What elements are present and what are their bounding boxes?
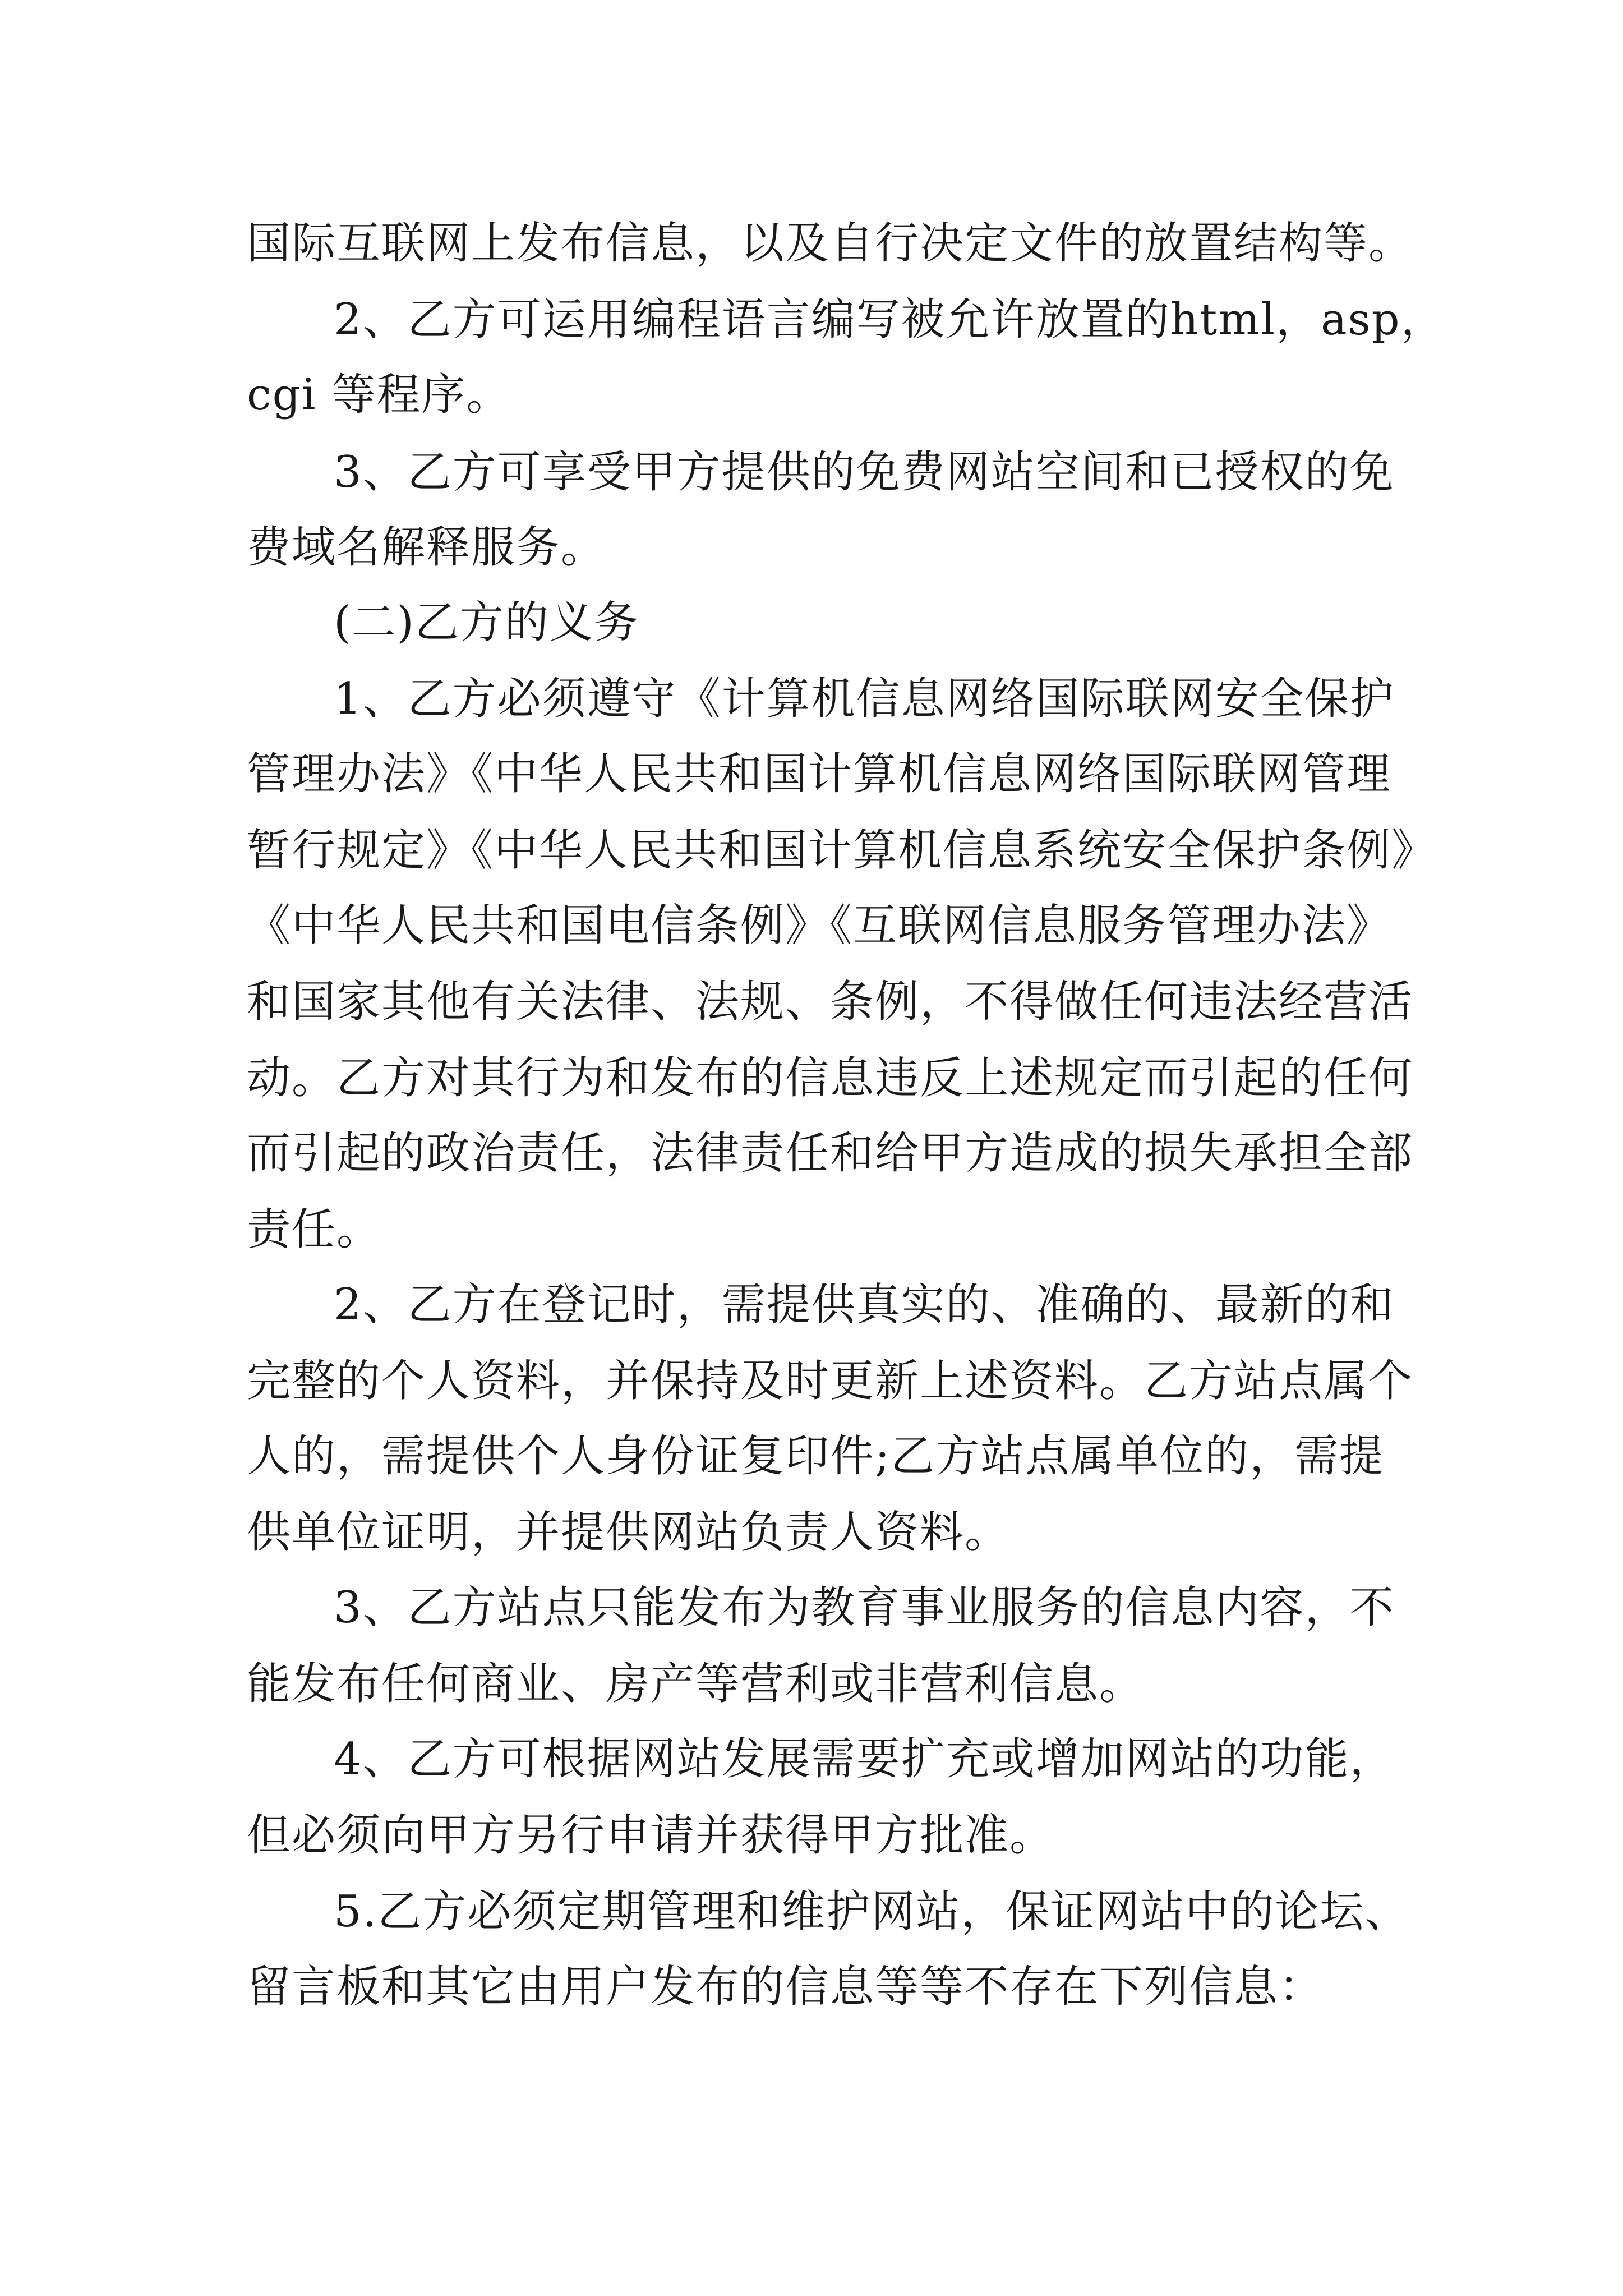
text-line: 费域名解释服务。 [247, 522, 606, 573]
text-line: 暂行规定》《中华人民共和国计算机信息系统安全保护条例》 [247, 825, 1437, 876]
text-line: 2、乙方在登记时，需提供真实的、准确的、最新的和 [334, 1280, 1395, 1330]
text-line: 3、乙方可享受甲方提供的免费网站空间和已授权的免 [334, 447, 1395, 498]
text-line: 供单位证明，并提供网站负责人资料。 [247, 1507, 1010, 1558]
text-line: 国际互联网上发布信息，以及自行决定文件的放置结构等。 [247, 218, 1414, 269]
text-line: 管理办法》《中华人民共和国计算机信息网络国际联网管理 [247, 749, 1392, 799]
text-line: 3、乙方站点只能发布为教育事业服务的信息内容，不 [334, 1582, 1395, 1633]
text-line: 1、乙方必须遵守《计算机信息网络国际联网安全保护 [334, 674, 1395, 724]
text-line: cgi 等程序。 [247, 370, 511, 420]
text-line: 4、乙方可根据网站发展需要扩充或增加网站的功能， [334, 1734, 1395, 1784]
text-line: 完整的个人资料，并保持及时更新上述资料。乙方站点属个 [247, 1356, 1414, 1406]
text-line: 动。乙方对其行为和发布的信息违反上述规定而引起的任何 [247, 1053, 1414, 1103]
text-line: 《中华人民共和国电信条例》《互联网信息服务管理办法》 [247, 900, 1392, 951]
text-line: 2、乙方可运用编程语言编写被允许放置的html，asp， [334, 295, 1446, 345]
text-line: 和国家其他有关法律、法规、条例，不得做任何违法经营活 [247, 977, 1414, 1027]
text-line: 人的，需提供个人身份证复印件;乙方站点属单位的，需提 [247, 1431, 1385, 1481]
text-line: 责任。 [247, 1204, 382, 1255]
text-line: 而引起的政治责任，法律责任和给甲方造成的损失承担全部 [247, 1128, 1414, 1179]
text-line: 能发布任何商业、房产等营利或非营利信息。 [247, 1659, 1145, 1709]
text-line: 留言板和其它由用户发布的信息等等不存在下列信息： [247, 1962, 1324, 2012]
text-line: 但必须向甲方另行申请并获得甲方批准。 [247, 1810, 1055, 1861]
section-heading: (二)乙方的义务 [334, 597, 639, 648]
text-line: 5.乙方必须定期管理和维护网站，保证网站中的论坛、 [334, 1887, 1410, 1937]
